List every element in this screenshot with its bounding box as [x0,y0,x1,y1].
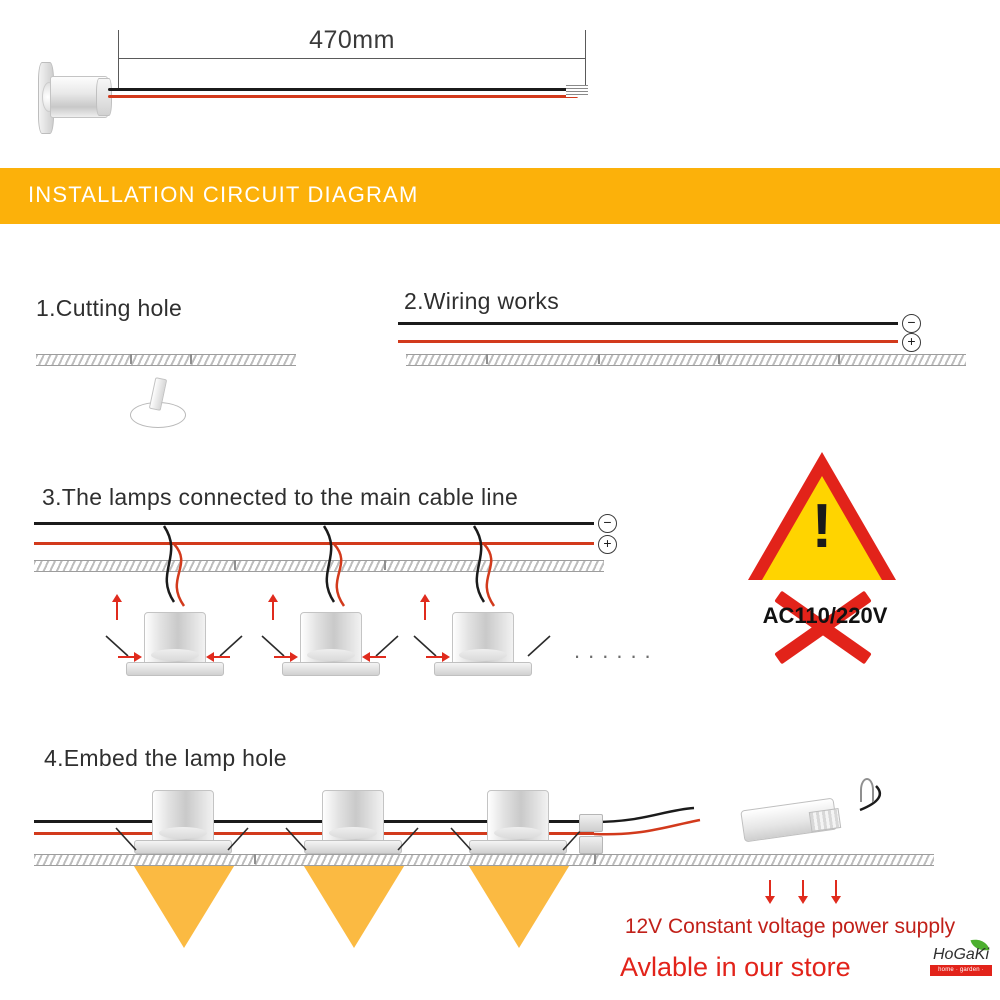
arrow-up-icon [112,594,122,602]
lamp-wire-red [108,95,578,98]
banner-title: INSTALLATION CIRCUIT DIAGRAM [28,182,419,207]
polarity-negative-sign: − [902,314,921,333]
arrow-stem [212,656,230,658]
step-1-title: 1.Cutting hole [36,295,183,321]
warning-triangle-icon [748,452,896,582]
arrow-up-icon [268,594,278,602]
arrow-down-icon [765,896,775,904]
driver-terminal-block [809,808,841,832]
arrow-left-icon [206,652,214,662]
ceiling-board [406,354,966,366]
main-cable-black [398,322,898,325]
power-supply-label: 12V Constant voltage power supply [624,915,956,938]
board-seam [486,354,488,364]
arrow-right-icon [290,652,298,662]
arrow-right-icon [442,652,450,662]
step-2-figure [398,316,978,396]
polarity-negative-sign: − [598,514,617,533]
arrow-down-icon [831,896,841,904]
product-dimension-figure [0,0,1000,165]
board-seam [838,354,840,364]
board-seam [130,354,132,364]
ceiling-board [36,354,296,366]
lamp-wire-black [108,88,578,91]
wire-connector [579,814,603,832]
logo-name: HoGaKi [932,946,990,963]
step-3-title: 3.The lamps connected to the main cable line [42,484,519,510]
arrow-stem [424,602,426,620]
section-banner [0,168,1000,224]
store-promo-label: Avlable in our store [620,952,851,982]
board-seam [718,354,720,364]
step-4-title: 4.Embed the lamp hole [44,745,287,771]
arrow-stem [116,602,118,620]
board-seam [254,854,256,864]
main-cable-red [398,340,898,343]
driver-hook [860,778,874,802]
dimension-label: 470mm [309,26,395,54]
arrow-stem [368,656,386,658]
board-seam [190,354,192,364]
ceiling-board [34,854,934,866]
step-2-title: 2.Wiring works [404,288,560,314]
ac-voltage-label: AC110/220V [762,603,888,628]
polarity-positive-sign: + [902,333,921,352]
dimension-tick-right [585,30,586,90]
dimension-line [118,58,586,59]
lamp-spring-clips [34,516,694,696]
step-3-figure [34,516,694,696]
step-1-figure [30,340,360,430]
arrow-right-icon [134,652,142,662]
brand-logo [930,938,992,984]
arrow-up-icon [420,594,430,602]
arrow-down-icon [798,896,808,904]
wire-connector [579,836,603,854]
logo-tagline: home · garden · kitchen [930,965,992,976]
exclamation-mark: ! [811,492,833,561]
board-seam [598,354,600,364]
arrow-stem [272,602,274,620]
wire-stripped-tip [566,85,588,97]
polarity-positive-sign: + [598,535,617,554]
arrow-left-icon [362,652,370,662]
board-seam [594,854,596,864]
dimension-tick-left [118,30,119,90]
continuation-dots: ...... [574,638,659,663]
